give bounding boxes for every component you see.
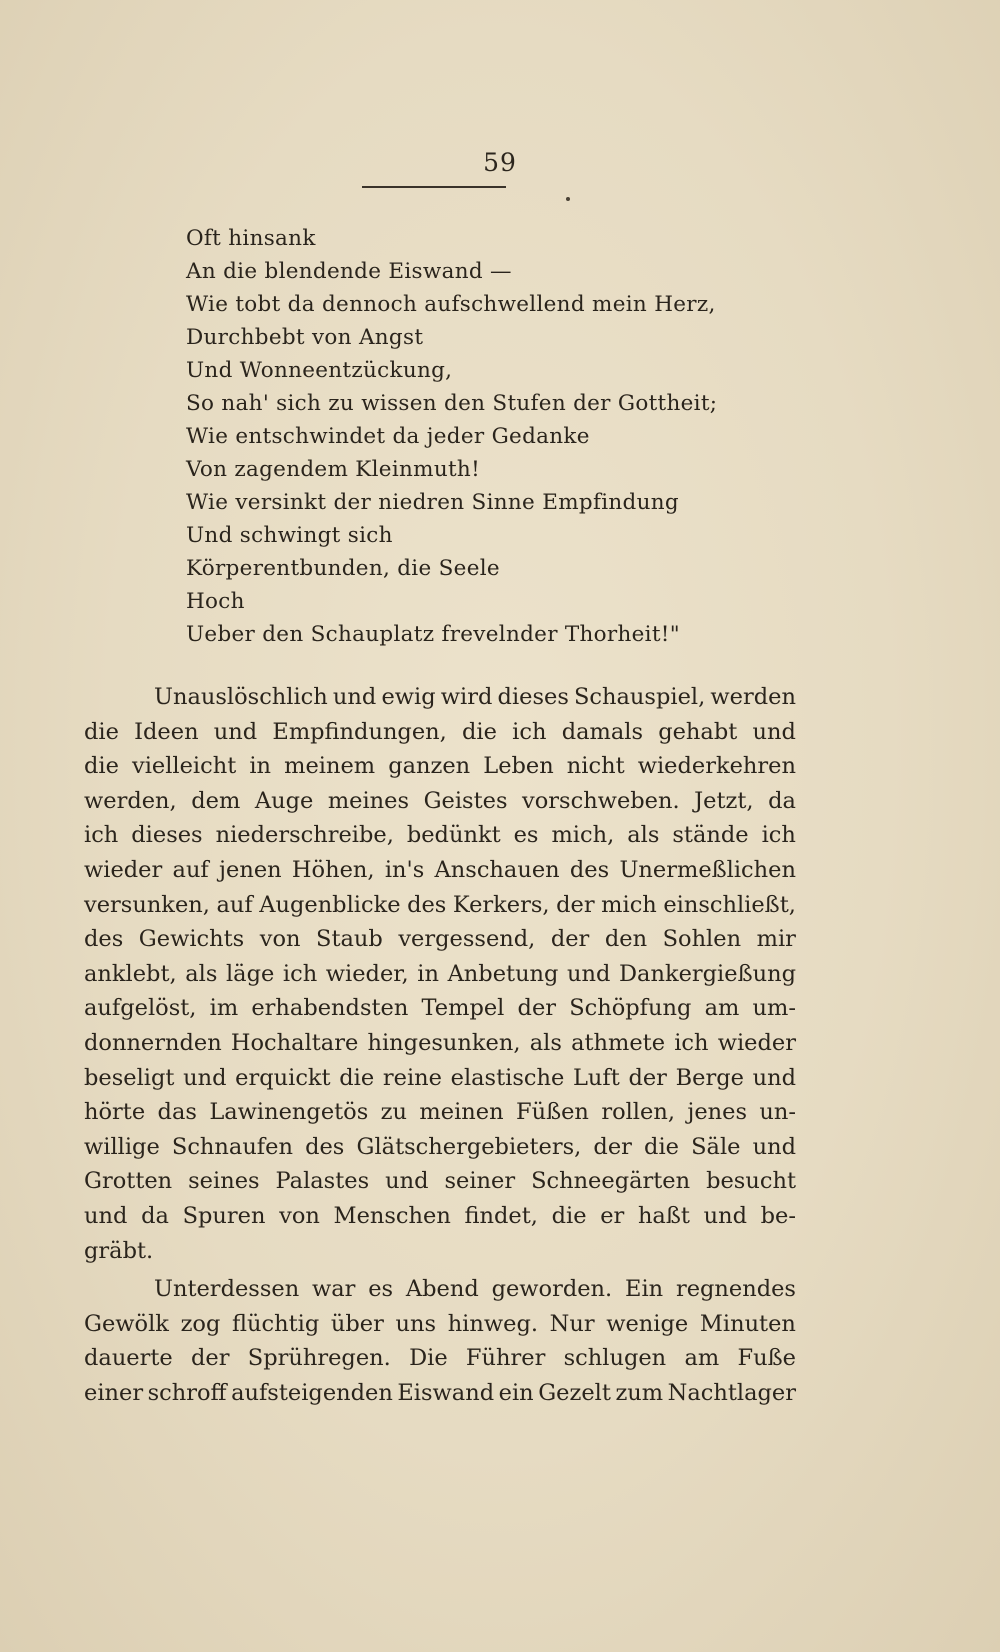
word: ein (498, 1379, 534, 1406)
word: schroff (147, 1379, 227, 1406)
word: seines (188, 1168, 260, 1195)
word: wenige (606, 1310, 689, 1337)
poem-line: Von zagendem Kleinmuth! (186, 457, 481, 482)
word: Führer (465, 1345, 546, 1372)
page-number: 59 (483, 148, 517, 177)
word: Spuren (182, 1202, 266, 1229)
word: besucht (706, 1168, 796, 1195)
text-line (84, 1061, 796, 1096)
word: und (183, 1064, 227, 1091)
word: die (84, 718, 119, 745)
word: Tempel (421, 995, 505, 1022)
word: Schauspiel, (574, 684, 706, 710)
word: ich (512, 718, 547, 745)
poem-line: Hoch (186, 589, 245, 614)
word: damals (561, 718, 643, 745)
header-rule (362, 186, 506, 188)
word: Höhen, (291, 856, 375, 883)
word: und (332, 684, 377, 710)
word: Luft (572, 1064, 620, 1091)
word: es (513, 822, 539, 849)
text-line-last: gräbt. (84, 1237, 154, 1264)
word: Anschauen (434, 856, 560, 883)
text-line (84, 1376, 796, 1411)
word: in (417, 960, 439, 987)
word: ich (674, 1029, 709, 1056)
text-line (84, 1164, 796, 1199)
word: wird (440, 684, 493, 710)
word: Leben (483, 753, 554, 780)
word: mir (756, 926, 796, 953)
word: war (311, 1276, 356, 1303)
word: auf (172, 856, 209, 883)
word: Auge (254, 787, 314, 814)
word: erquickt (235, 1064, 331, 1091)
poem-line: Wie entschwindet da jeder Gedanke (186, 424, 590, 449)
word: von (259, 926, 301, 953)
word: ich (761, 822, 796, 849)
word: geworden. (491, 1276, 613, 1303)
word: Füßen (515, 1099, 589, 1126)
word: Gewölk (84, 1310, 169, 1337)
word: des (84, 926, 124, 953)
poem-line: Körperentbunden, die Seele (186, 556, 500, 581)
word: aufsteigenden (231, 1379, 393, 1406)
word: da (768, 787, 796, 814)
word: Menschen (333, 1202, 451, 1229)
word: Schnaufen (171, 1133, 293, 1160)
word: schlugen (563, 1345, 667, 1372)
paragraph-2 (84, 1272, 796, 1410)
word: willige (84, 1133, 160, 1160)
word: seiner (444, 1168, 516, 1195)
text-line (84, 853, 796, 888)
word: un- (759, 1099, 796, 1126)
word: meinen (419, 1099, 504, 1126)
word: wieder, (325, 960, 409, 987)
word: und (752, 718, 796, 745)
poem-line: Wie tobt da dennoch aufschwellend mein Herz, (186, 292, 716, 317)
poem-line: Wie versinkt der niedren Sinne Empfindung (186, 490, 679, 515)
word: Berge (675, 1064, 744, 1091)
word: Fuße (737, 1345, 796, 1372)
word: hinweg. (447, 1310, 538, 1337)
word: die (339, 1064, 375, 1091)
word: der (550, 926, 590, 953)
word: findet, (464, 1202, 538, 1229)
word: aufgelöst, (84, 995, 197, 1022)
word: werden, (84, 787, 177, 814)
word: ich (282, 960, 318, 987)
word: Grotten (84, 1168, 173, 1195)
text-line (84, 1341, 796, 1376)
word: wiederkehren (637, 753, 796, 780)
word: anklebt, (84, 960, 177, 987)
word: um- (752, 995, 796, 1022)
word: Geistes (423, 787, 508, 814)
text-line (84, 991, 796, 1026)
word: mich, (551, 822, 615, 849)
word: dem (191, 787, 241, 814)
word: athmete (571, 1029, 666, 1056)
text-line (84, 1130, 796, 1165)
poem-line: So nah' sich zu wissen den Stufen der Gottheit; (186, 391, 718, 416)
text-line (84, 888, 796, 923)
word: in (249, 753, 272, 780)
word: Lawinengetös (209, 1099, 369, 1126)
word: Unauslöschlich (154, 684, 328, 710)
word: dauerte (84, 1345, 173, 1372)
word: Empfindungen, (272, 718, 447, 745)
word: beseligt (84, 1064, 175, 1091)
word: hörte (84, 1099, 146, 1126)
text-line (84, 1095, 796, 1130)
word: Ein (625, 1276, 664, 1303)
word: erhabendsten (251, 995, 409, 1022)
word: jenes (687, 1099, 748, 1126)
word: Dankergießung (619, 960, 796, 987)
word: den (604, 926, 648, 953)
word: werden (710, 684, 796, 710)
word: auf (216, 891, 253, 918)
word: und (385, 1168, 429, 1195)
word: Eiswand (397, 1379, 495, 1406)
word: und (703, 1202, 747, 1229)
word: Kerkers, (452, 891, 550, 918)
word: meinem (284, 753, 376, 780)
word: Sprühregen. (247, 1345, 391, 1372)
word: die (84, 753, 119, 780)
poem-line: Und schwingt sich (186, 523, 393, 548)
word: als (627, 822, 660, 849)
word: vergessend, (398, 926, 536, 953)
word: regnendes (675, 1276, 796, 1303)
word: er (600, 1202, 625, 1229)
word: in's (384, 856, 425, 883)
word: Säle (691, 1133, 741, 1160)
text-line (84, 957, 796, 992)
word: als (529, 1029, 562, 1056)
word: des (407, 891, 447, 918)
word: im (209, 995, 239, 1022)
poem-line: Durchbebt von Angst (186, 325, 424, 350)
word: einer (84, 1379, 144, 1406)
word: Schneegärten (531, 1168, 691, 1195)
text-line (84, 1199, 796, 1234)
word: Die (409, 1345, 448, 1372)
word: die (551, 1202, 587, 1229)
text-line (84, 715, 796, 750)
paragraph-1 (84, 680, 796, 1268)
word: Hochaltare (230, 1029, 359, 1056)
word: be- (760, 1202, 796, 1229)
word: Anbetung (447, 960, 559, 987)
word: am (704, 995, 740, 1022)
word: uns (395, 1310, 437, 1337)
ink-speck (566, 197, 570, 201)
word: der (191, 1345, 230, 1372)
word: der (628, 1064, 667, 1091)
word: reine (382, 1064, 442, 1091)
word: zu (380, 1099, 408, 1126)
word: wieder (717, 1029, 796, 1056)
word: vielleicht (132, 753, 237, 780)
word: Jetzt, (694, 787, 754, 814)
word: und (84, 1202, 128, 1229)
word: vorschweben. (522, 787, 680, 814)
word: Minuten (699, 1310, 796, 1337)
word: da (141, 1202, 169, 1229)
word: als (185, 960, 218, 987)
word: dieses (497, 684, 569, 710)
word: Gewichts (138, 926, 245, 953)
word: donnernden (84, 1029, 222, 1056)
word: meines (327, 787, 410, 814)
text-line (84, 680, 796, 715)
word: Staub (316, 926, 383, 953)
word: des (569, 856, 610, 883)
text-line (84, 1307, 796, 1342)
text-line (84, 922, 796, 957)
word: läge (225, 960, 275, 987)
word: stände (672, 822, 749, 849)
word: und (567, 960, 611, 987)
poem-line: Und Wonneentzückung, (186, 358, 453, 383)
word: gehabt (658, 718, 738, 745)
poem-stanza (186, 222, 886, 651)
word: das (157, 1099, 197, 1126)
word: niederschreibe, (215, 822, 394, 849)
word: der (517, 995, 557, 1022)
word: bedünkt (406, 822, 501, 849)
text-line (84, 1272, 796, 1307)
word: die (644, 1133, 679, 1160)
word: Nachtlager (667, 1379, 796, 1406)
text-line (84, 784, 796, 819)
word: einschließt, (663, 891, 796, 918)
word: der (556, 891, 595, 918)
word: versunken, (84, 891, 210, 918)
word: zog (180, 1310, 221, 1337)
word: von (279, 1202, 320, 1229)
word: Augenblicke (259, 891, 401, 918)
word: wieder (84, 856, 163, 883)
word: mich (601, 891, 657, 918)
word: Schöpfung (569, 995, 692, 1022)
word: haßt (637, 1202, 690, 1229)
word: nicht (566, 753, 625, 780)
text-line (84, 1026, 796, 1061)
poem-line: Oft hinsank (186, 226, 316, 251)
word: Sohlen (662, 926, 742, 953)
word: rollen, (601, 1099, 675, 1126)
word: und (213, 718, 258, 745)
word: Ideen (134, 718, 199, 745)
poem-line: An die blendende Eiswand — (186, 259, 512, 284)
word: und (752, 1064, 796, 1091)
word: der (593, 1133, 632, 1160)
word: ich (84, 822, 119, 849)
word: Abend (405, 1276, 479, 1303)
word: ewig (381, 684, 436, 710)
word: Nur (549, 1310, 595, 1337)
word: über (330, 1310, 384, 1337)
word: Gezelt (538, 1379, 611, 1406)
word: und (752, 1133, 796, 1160)
word: Palastes (275, 1168, 370, 1195)
poem-line: Ueber den Schauplatz frevelnder Thorheit!" (186, 622, 680, 647)
word: des (305, 1133, 345, 1160)
word: hingesunken, (367, 1029, 521, 1056)
word: zum (615, 1379, 664, 1406)
word: dieses (131, 822, 203, 849)
word: jenen (219, 856, 282, 883)
word: es (368, 1276, 394, 1303)
word: elastische (450, 1064, 565, 1091)
word: ganzen (388, 753, 471, 780)
word: Glätschergebieters, (356, 1133, 582, 1160)
word: am (684, 1345, 720, 1372)
word: Unterdessen (154, 1276, 300, 1303)
word: Unermeßlichen (619, 856, 796, 883)
text-line (84, 818, 796, 853)
word: flüchtig (232, 1310, 320, 1337)
prose-body (84, 680, 796, 1410)
word: die (462, 718, 497, 745)
text-line (84, 749, 796, 784)
